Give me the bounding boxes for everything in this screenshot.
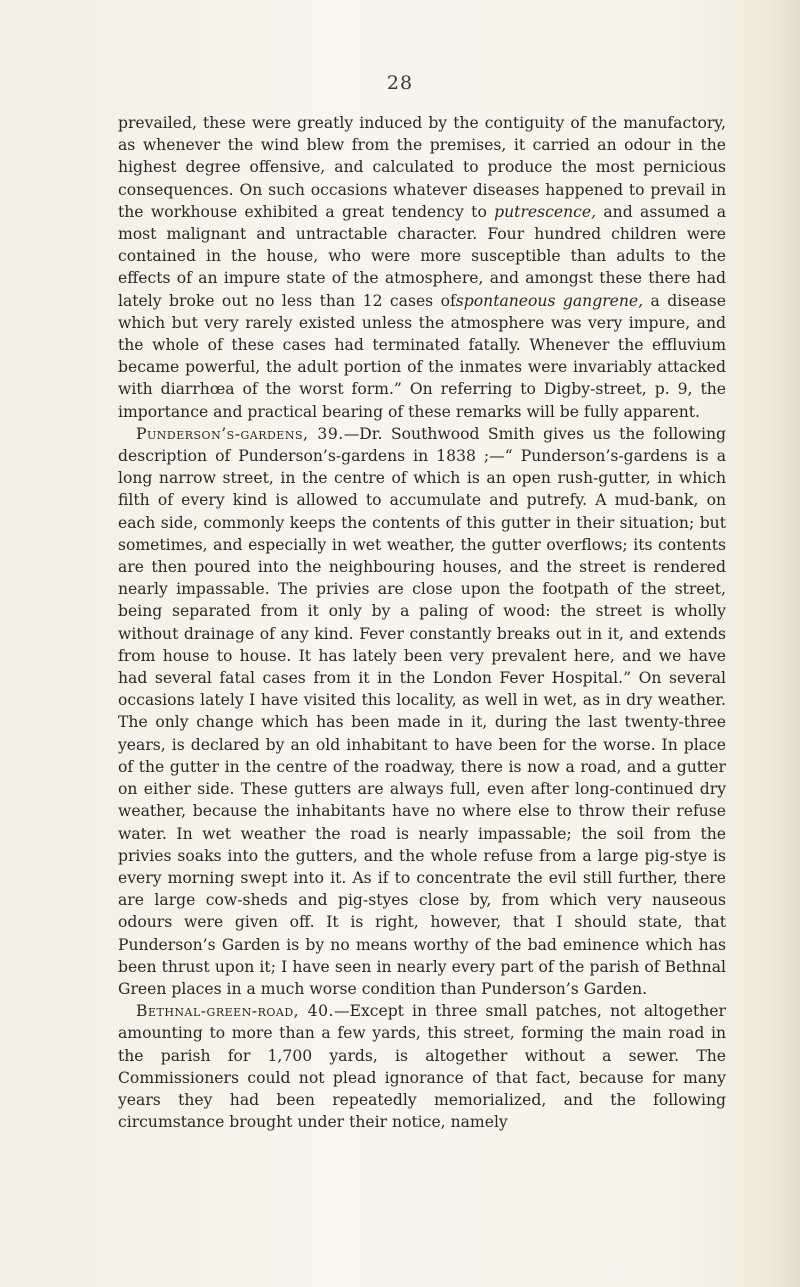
paragraph-text: prevailed, these were greatly induced by the contiguity of the manufactory, as whenever the wind blew from the premises, it carried an odour in the highest degree offensive, and calculated to produce the most pernicious consequences. On such occasions whatever diseases happened to prevail in the workhouse exhibited a great tendency to [118,114,726,221]
section-heading-bethnal-green-road: Bethnal-green-road, 40. [136,1002,334,1021]
paragraph-text: —Dr. Southwood Smith gives us the following description of Punderson’s-gardens in 1838 ;—“ Punderson’s-gardens is a long narrow street, in the centre of which is an open rush-gutter, in which filth of every kind is allowed to accumulate and putrefy. A mud-bank, on each side, commonly keeps the contents of this gutter in their situation; but sometimes, and especially in wet weather, the gutter overflows; its contents are then poured into the neighbouring houses, and the street is rendered nearly impassable. The privies are close upon the footpath of the street, being separated from it only by a paling of wood: the street is wholly without drainage of any kind. Fever constantly breaks out in it, and extends from house to house. It has lately been very prevalent here, and we have had several fatal cases from it in the London Fever Hospital.” On several occasions lately I have visited this locality, as well in wet, as in dry weather. The only change which has been made in it, during the last twenty-three years, is declared by an old inhabitant to have been for the worse. In place of the gutter in the centre of the roadway, there is now a road, and a gutter on either side. These gutters are always full, even after long-continued dry weather, because the inhabitants have no where else to throw their refuse water. In wet weather the road is nearly impassable; the soil from the privies soaks into the gutters, and the whole refuse from a large pig-stye is every morning swept into it. As if to concentrate the evil still further, there are large cow-sheds and pig-styes close by, from which very nauseous odours were given off. It is right, however, that I should state, that Punderson’s Garden is by no means worthy of the bad eminence which has been thrust upon it; I have seen in nearly every part of the parish of Bethnal Green places in a much worse condition than Punderson’s Garden. [118,424,726,998]
emphasis-spontaneous-gangrene: spontaneous gangrene, [455,291,644,310]
paragraph-continuation [118,112,726,423]
body-text [118,112,726,1133]
paragraph-text: and assumed a most malignant and untractable character. Four hundred children were contained in the house, who were more susceptible than adults to the effects of an impure state of the atmosphere, and amongst these there had lately broke out no less than 12 cases of [118,202,726,310]
paragraph-bethnal-green-road [118,1000,726,1133]
paragraph-punderson [118,423,726,1000]
paragraph-text: —Except in three small patches, not altogether amounting to more than a few yards, this street, forming the main road in the parish for 1,700 yards, is altogether without a sewer. The Commissioners could not plead ignorance of that fact, because for many years they had been repeatedly memorialized, and the following circumstance brought under their notice, namely [118,1002,726,1132]
page-number: 28 [386,72,414,94]
emphasis-putrescence: putrescence, [494,202,597,221]
section-heading-punderson: Punderson’s-gardens, 39. [136,424,344,443]
page-edge-shadow [770,0,800,1287]
paragraph-text: a disease which but very rarely existed unless the atmosphere was very impure, and the whole of these cases had terminated fatally. Whenever the effluvium became powerful, the adult portion of the inmates were invariably attacked with diarrhœa of the worst form.” On referring to Digby-street, p. 9, the importance and practical bearing of these remarks will be fully apparent. [118,291,726,421]
